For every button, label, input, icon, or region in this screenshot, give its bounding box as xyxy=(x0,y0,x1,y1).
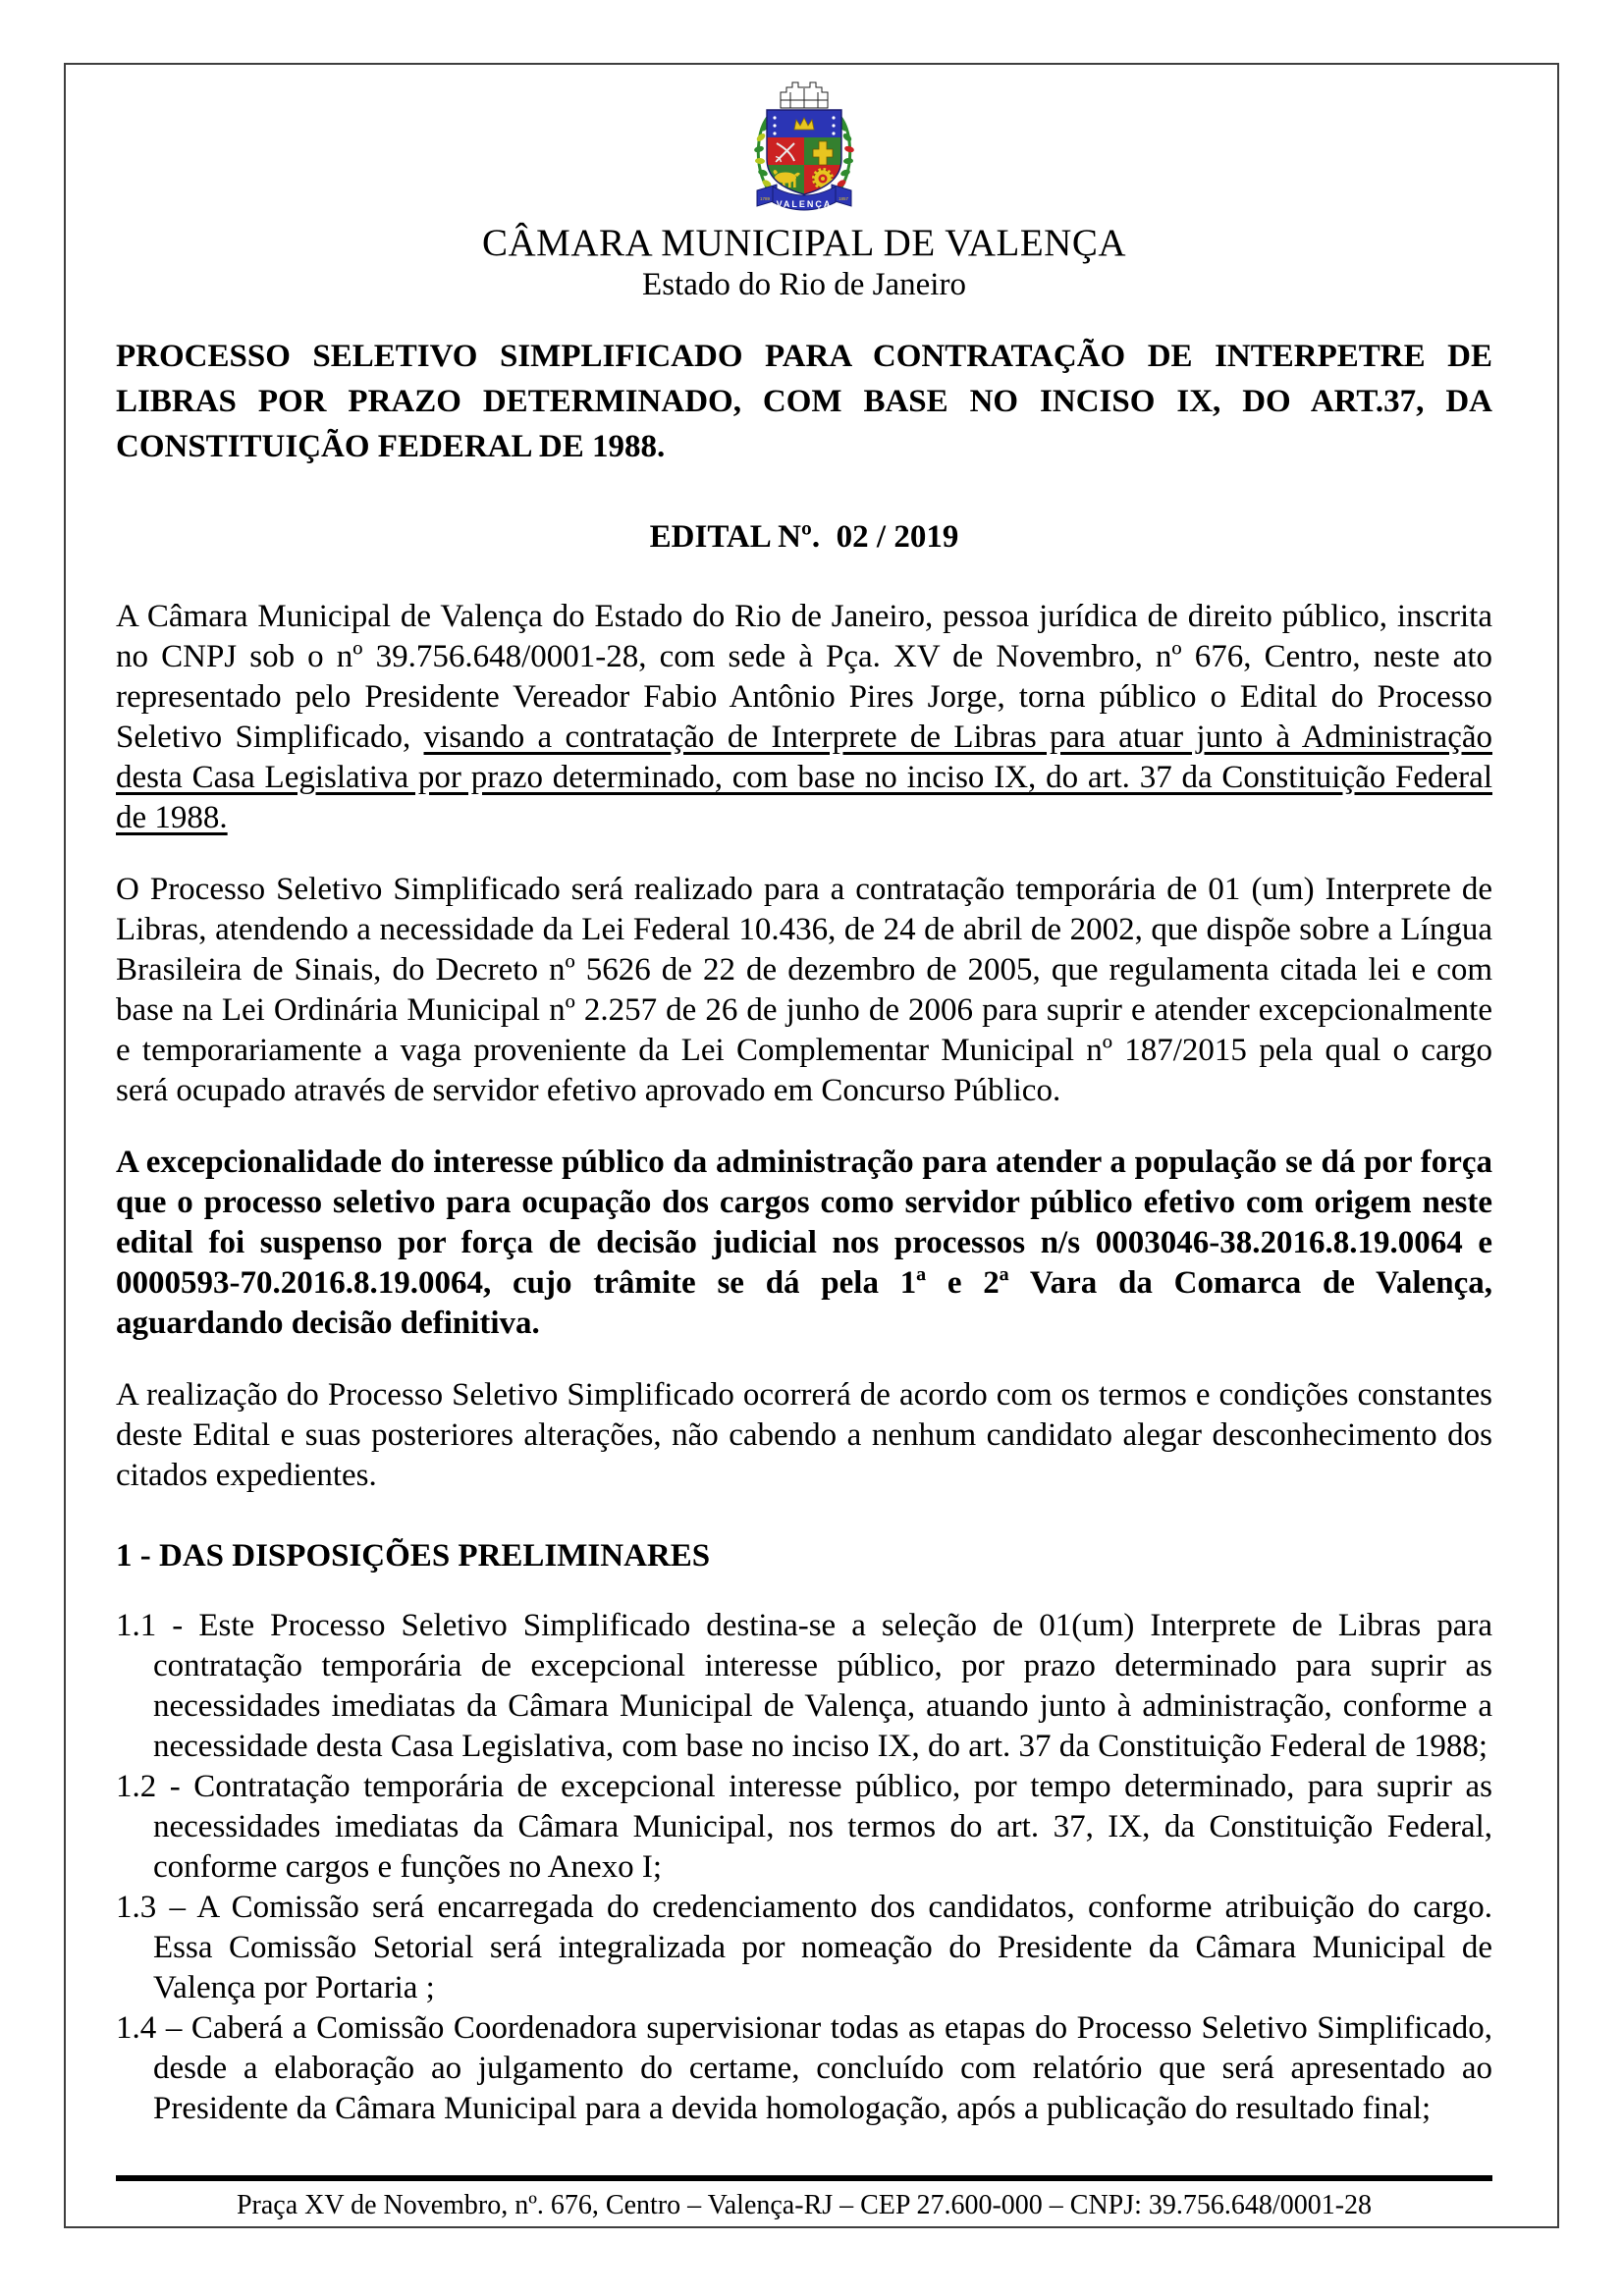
list-item-1-4-text: Caberá a Comissão Coordenadora supervisionar todas as etapas do Processo Seletivo Simplificado, desde a elaboração ao julgamento do certame, concluído com relatório que será apresentado ao Presidente da Câmara Municipal para a devida homologação, após a publicação do resultado final; xyxy=(153,2010,1493,2126)
list-item-1-3 xyxy=(116,1888,1492,2008)
document-title: PROCESSO SELETIVO SIMPLIFICADO PARA CONTRATAÇÃO DE INTERPETRE DE LIBRAS POR PRAZO DETERMINADO, COM BASE NO INCISO IX, DO ART.37, DA CONSTITUIÇÃO FEDERAL DE 1988. xyxy=(116,339,1492,464)
coat-of-arms xyxy=(751,80,857,218)
list-item-1-1-text: Este Processo Seletivo Simplificado destina-se a seleção de 01(um) Interprete de Libras para contratação temporária de excepcional interesse público, por prazo determinado para suprir as necessidades imediatas da Câmara Municipal de Valença, atuando junto à administração, conforme a necessidade desta Casa Legislativa, com base no inciso IX, do art. 37 da Constituição Federal de 1988; xyxy=(153,1608,1492,1764)
paragraph-exceptionality: A excepcionalidade do interesse público da administração para atender a população se dá por força que o processo seletivo para ocupação dos cargos como servidor público efetivo com origem neste edital foi suspenso por força de decisão judicial nos processos n/s 0003046-38.2016.8.19.0064 e 0000593-70.2016.8.19.0064, cujo trâmite se dá pela 1ª e 2ª Vara da Comarca de Valença, aguardando decisão definitiva. xyxy=(116,1145,1492,1341)
shield-icon xyxy=(767,110,841,194)
gear-icon xyxy=(814,170,833,188)
list-item-1-2-text: Contratação temporária de excepcional interesse público, por tempo determinado, para suprir as necessidades imediatas da Câmara Municipal, nos termos do art. 37, IX, da Constituição Federal, conforme cargos e funções no Anexo I; xyxy=(153,1769,1492,1885)
paragraph-intro-underlined: visando a contratação de Interprete de Libras para atuar junto à Administração desta Casa Legislativa por prazo determinado, com base no inciso IX, do art. 37 da Constituição Federal de 1988. xyxy=(116,720,1492,835)
list-item-1-3-text: A Comissão será encarregada do credenciamento dos candidatos, conforme atribuição do cargo. Essa Comissão Setorial será integralizada por nomeação do Presidente da Câmara Municipal de Valença por Portaria ; xyxy=(153,1890,1493,2005)
footer-address: Praça XV de Novembro, nº. 676, Centro – Valença-RJ – CEP 27.600-000 – CNPJ: 39.756.648/0001-28 xyxy=(236,2190,1373,2220)
list-item-1-3-number: 1.3 – xyxy=(116,1890,186,1925)
list-item-1-2-number: 1.2 - xyxy=(116,1769,181,1804)
paragraph-realization: A realização do Processo Seletivo Simplificado ocorrerá de acordo com os termos e condições constantes deste Edital e suas posteriores alterações, não cabendo a nenhum candidato alegar desconhecimento dos citados expedientes. xyxy=(116,1377,1492,1493)
paragraph-intro-normal: A Câmara Municipal de Valença do Estado do Rio de Janeiro, pessoa jurídica de direito público, inscrita no CNPJ sob o nº 39.756.648/0001-28, com sede à Pça. XV de Novembro, nº 676, Centro, neste ato representado pelo Presidente Vereador Fabio Antônio Pires Jorge, torna público o Edital do Processo Seletivo Simplificado, xyxy=(116,599,1492,755)
ribbon-year-left: 1789 xyxy=(759,196,771,201)
document-header xyxy=(116,80,1492,304)
org-name: CÂMARA MUNICIPAL DE VALENÇA xyxy=(481,222,1126,264)
org-subtitle: Estado do Rio de Janeiro xyxy=(642,267,966,302)
edital-number: EDITAL Nº. 02 / 2019 xyxy=(649,519,959,555)
ribbon-year-right: 1857 xyxy=(838,196,849,201)
list-item-1-4 xyxy=(116,2008,1492,2129)
section-1-heading: 1 - DAS DISPOSIÇÕES PRELIMINARES xyxy=(116,1538,711,1574)
mural-crown-icon xyxy=(781,82,828,108)
list-item-1-1 xyxy=(116,1606,1492,1767)
paragraph-intro xyxy=(116,597,1492,838)
list-item-1-4-number: 1.4 – xyxy=(116,2010,183,2046)
page-footer xyxy=(116,2175,1492,2222)
page-border-frame xyxy=(64,63,1559,2228)
paragraph-process: O Processo Seletivo Simplificado será realizado para a contratação temporária de 01 (um) Interprete de Libras, atendendo a necessidade da Lei Federal 10.436, de 24 de abril de 2002, que dispõe sobre a Língua Brasileira de Sinais, do Decreto nº 5626 de 22 de dezembro de 2005, que regulamenta citada lei e com base na Lei Ordinária Municipal nº 2.257 de 26 de junho de 2006 para suprir e atender excepcionalmente e temporariamente a vaga proveniente da Lei Complementar Municipal nº 187/2015 pela qual o cargo será ocupado através de servidor efetivo aprovado em Concurso Público. xyxy=(116,872,1492,1108)
ribbon-text: VALENÇA xyxy=(776,199,833,209)
footer-divider xyxy=(116,2175,1492,2181)
list-item-1-2 xyxy=(116,1767,1492,1888)
list-item-1-1-number: 1.1 - xyxy=(116,1608,184,1643)
